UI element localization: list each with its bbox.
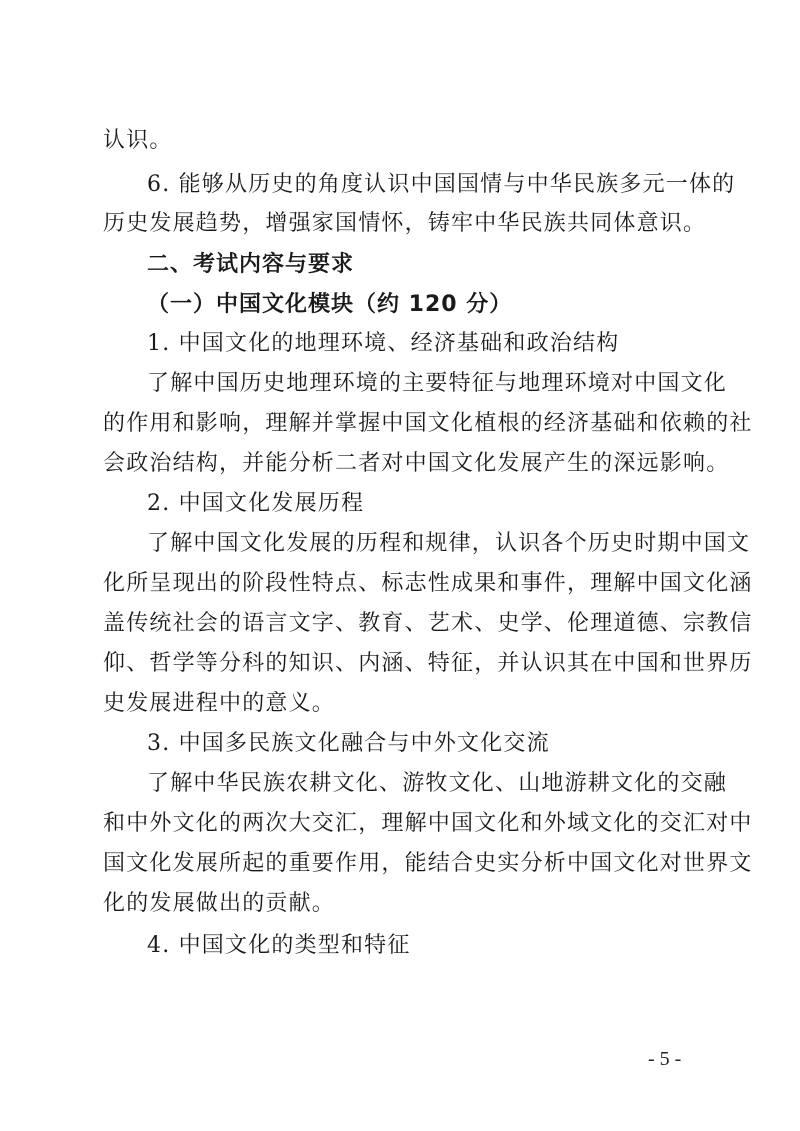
text-line: 和中外文化的两次大交汇，理解中国文化和外域文化的交汇对中	[103, 811, 753, 836]
text-line: 了解中华民族农耕文化、游牧文化、山地游耕文化的交融	[147, 771, 728, 796]
text-line: 化的发展做出的贡献。	[103, 891, 336, 916]
text-line: 化所呈现出的阶段性特点、标志性成果和事件，理解中国文化涵	[103, 571, 753, 596]
subsection-heading: （一）中国文化模块（约 120 分）	[147, 292, 513, 317]
section-heading: 二、考试内容与要求	[147, 252, 355, 277]
text-line: 会政治结构，并能分析二者对中国文化发展产生的深远影响。	[103, 451, 730, 476]
text-line: 史发展进程中的意义。	[103, 691, 336, 716]
text-line: 了解中国文化发展的历程和规律，认识各个历史时期中国文	[147, 531, 751, 556]
text-line: 了解中国历史地理环境的主要特征与地理环境对中国文化	[147, 371, 728, 396]
text-line: 历史发展趋势，增强家国情怀，铸牢中华民族共同体意识。	[103, 211, 707, 236]
text-line: 国文化发展所起的重要作用，能结合史实分析中国文化对世界文	[103, 851, 753, 876]
item-heading: 2. 中国文化发展历程	[147, 491, 365, 516]
text-line: 6. 能够从历史的角度认识中国国情与中华民族多元一体的	[147, 172, 736, 197]
item-heading: 3. 中国多民族文化融合与中外文化交流	[147, 731, 550, 756]
page-number: - 5 -	[648, 1048, 682, 1070]
text-line: 认识。	[103, 128, 173, 153]
item-heading: 4. 中国文化的类型和特征	[147, 933, 411, 958]
text-line: 仰、哲学等分科的知识、内涵、特征，并认识其在中国和世界历	[103, 651, 753, 676]
item-heading: 1. 中国文化的地理环境、经济基础和政治结构	[147, 331, 620, 356]
text-line: 的作用和影响，理解并掌握中国文化植根的经济基础和依赖的社	[103, 411, 753, 436]
text-line: 盖传统社会的语言文字、教育、艺术、史学、伦理道德、宗教信	[103, 611, 753, 636]
